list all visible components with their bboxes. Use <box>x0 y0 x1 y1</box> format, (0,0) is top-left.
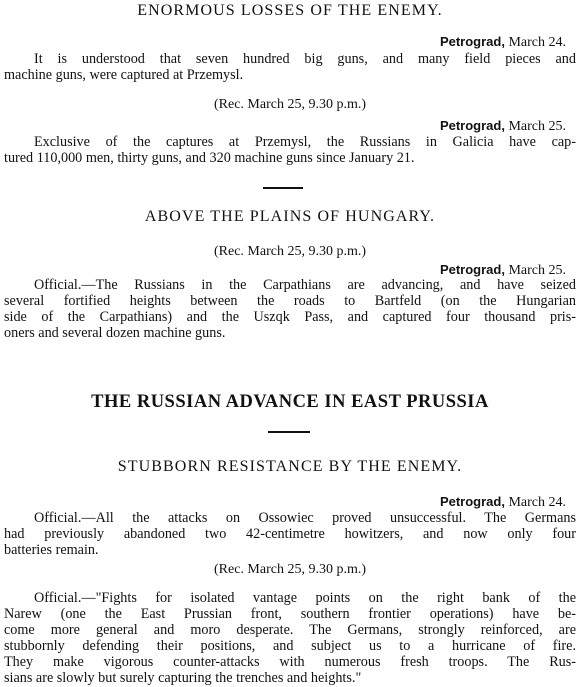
article-paragraph <box>4 51 576 83</box>
paragraph-line: oners and several dozen machine guns. <box>4 325 226 341</box>
official-label: Official. <box>34 590 82 606</box>
dateline-place: Petrograd, <box>439 34 505 49</box>
paragraph-line: They make vigorous counter-attacks with numerous fresh troops. The Rus- <box>4 654 576 670</box>
dateline-place: Petrograd, <box>439 118 505 133</box>
article-paragraph <box>4 510 576 558</box>
paragraph-text: —"Fights for isolated vantage points on the right bank of the <box>81 590 576 606</box>
paragraph-line: side of the Carpathians) and the Uszqk Pass, and captured four thousand pris- <box>4 309 576 325</box>
paragraph-line: Exclusive of the captures at Przemysl, the Russians in Galicia have cap- <box>34 134 576 150</box>
dateline-place: Petrograd, <box>439 494 505 509</box>
paragraph-line: come more general and moro desperate. The Germans, strongly reinforced, are <box>4 622 576 638</box>
headline-enormous-losses: ENORMOUS LOSSES OF THE ENEMY. <box>137 2 443 19</box>
paragraph-text: —All the attacks on Ossowiec proved unsuccessful. The Germans <box>81 510 576 526</box>
paragraph-line: It is understood that seven hundred big guns, and many field pieces and <box>34 51 576 67</box>
dateline <box>440 118 566 135</box>
headline-east-prussia: THE RUSSIAN ADVANCE IN EAST PRUSSIA <box>91 392 489 412</box>
paragraph-line: machine guns, were captured at Przemysl. <box>4 67 244 83</box>
subheadline-stubborn-resistance: STUBBORN RESISTANCE BY THE ENEMY. <box>117 458 463 475</box>
received-note: (Rec. March 25, 9.30 p.m.) <box>213 562 367 577</box>
headline-plains-of-hungary: ABOVE THE PLAINS OF HUNGARY. <box>144 208 436 225</box>
received-note: (Rec. March 25, 9.30 p.m.) <box>213 97 367 112</box>
dateline-date: March 25. <box>504 119 566 134</box>
dateline <box>440 34 566 51</box>
paragraph-line: Narew (one the East Prussian front, southern frontier operations) have be- <box>4 606 576 622</box>
article-paragraph <box>4 590 576 686</box>
paragraph-line <box>4 277 576 293</box>
dateline <box>440 494 566 511</box>
dateline-date: March 24. <box>504 35 566 50</box>
dateline-date: March 25. <box>504 263 566 278</box>
dateline-place: Petrograd, <box>439 262 505 277</box>
article-paragraph <box>4 277 576 341</box>
paragraph-line: tured 110,000 men, thirty guns, and 320 machine guns since January 21. <box>4 150 415 166</box>
received-note: (Rec. March 25, 9.30 p.m.) <box>213 244 367 259</box>
dateline-date: March 24. <box>504 495 566 510</box>
section-divider <box>268 431 310 433</box>
paragraph-line <box>4 510 576 526</box>
paragraph-line: stubbornly defending their positions, and subject us to a hurricane of fire. <box>4 638 576 654</box>
paragraph-line: sians are slowly but surely capturing the trenches and heights." <box>4 670 362 686</box>
article-paragraph <box>4 134 576 166</box>
paragraph-line: had previously abandoned two 42-centimetre howitzers, and now only four <box>4 526 576 542</box>
paragraph-line <box>4 590 576 606</box>
paragraph-line: batteries remain. <box>4 542 99 558</box>
paragraph-text: —The Russians in the Carpathians are advancing, and have seized <box>81 277 576 293</box>
paragraph-line: several fortified heights between the roads to Bartfeld (on the Hungarian <box>4 293 576 309</box>
official-label: Official. <box>34 510 82 526</box>
official-label: Official. <box>34 277 82 293</box>
section-divider <box>263 187 303 189</box>
